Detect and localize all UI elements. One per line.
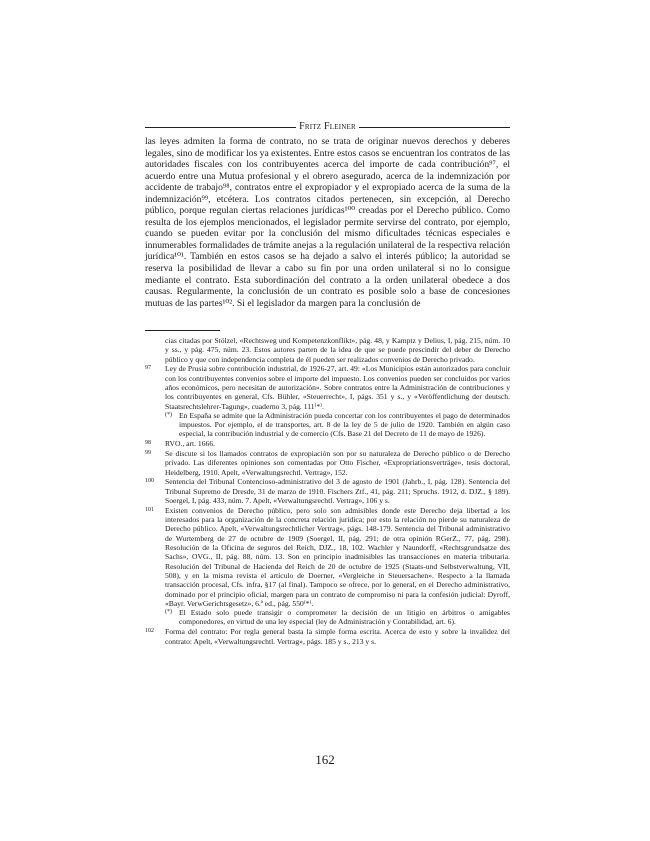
footnote-number: 99 [145, 450, 151, 457]
header-rule-right [359, 127, 510, 128]
footnote-102 [145, 627, 510, 646]
footnote-98 [145, 439, 510, 448]
footnote-number: 97 [145, 365, 151, 372]
footnote-number: 101 [145, 506, 154, 513]
footnote-text: Existen convenios de Derecho público, pero solo son admisibles donde este Derecho deja libertad a los interesados para la organización de la concreta relación jurídica; por esto la relación no pierde su naturaleza de Derecho público. Apelt, «Verwaltungsrechtlicher Vertrag», págs. 148-179. Sentencia del Tribunal administrativo de Wurtemberg de 27 de octubre de 1909 (Soergel, II, pág. 291; de otra opinión RGerZ., 77, pág. 298). Resolución de la Oficina de seguros del Reich, DJZ., 18, 102. Wachler y Naundorff, «Rechtsgrundsatze des Sachs», OVG., II, pág. 88, núm. 13. Son en principio inadmisibles las transacciones en materia tributaria. Resolución del Tribunal de Hacienda del Reich de 20 de octubre de 1925 (Staats-und Selbstverwaltung, VII, 508), y en la misma revista el artículo de Doerner, «Vergleiche in Steuersachen». Respecto a la llamada transacción procesal, Cfs. infra, §17 (al final). Tampoco se ofrece, por lo general, en el Derecho administrativo, dominado por el principio oficial, margen para un contrato de compromiso ni para la confesión judicial: Dyroff, «Bayr. VerwGerichtsgesetz», 6.ª ed., pág. 550⁽*⁾. [165, 505, 510, 608]
footnote-text: Se discute si los llamados contratos de expropiación son por su naturaleza de Derecho público o de Derecho privado. Las diferentes opiniones son comentadas por Otto Fischer, «Expropriationsverträge», tesis doctoral, Heidelberg, 1910. Apelt, «Verwaltungsrechtl. Vertrag», 152. [165, 449, 510, 477]
footnote-text: Ley de Prusia sobre contribución industrial, de 1926-27, art. 49: «Los Municipios están autorizados para concluir con los contribuyentes convenios sobre el importe del impuesto. Los convenios pueden ser concluidos por varios años económicos, pero necesitan de autorización». Sobre contratos entre la Administración de contribuciones y los contribuyentes en general, Cfs. Bühler, «Steuerrecht», I, págs. 351 y s., y «Veröffentlichung der deutsch. Staatsrechtslehrer-Tagung», cuaderno 3, pág. 111⁽*⁾. [165, 364, 510, 411]
translator-note-97 [145, 411, 510, 439]
footnote-99 [145, 449, 510, 477]
footnotes [145, 336, 510, 646]
footnote-101 [145, 506, 510, 608]
footnote-number: 102 [145, 628, 154, 635]
footnote-text: Forma del contrato: Por regla general basta la simple forma escrita. Acerca de esto y sobre la invalidez del contrato: Apelt, «Verwaltungsrechtl. Vertrag», págs. 185 y s., 213 y s. [165, 627, 510, 646]
footnote-97 [145, 364, 510, 410]
translator-note-text: El Estado solo puede transigir o comprometer la decisión de un litigio en árbitros o amigables componedores, en virtud de una ley especial (ley de Administración y Contabilidad, art. 6). [179, 608, 510, 627]
header-rule-left [145, 127, 296, 128]
footnote-number: 98 [145, 440, 151, 447]
translator-note-101 [145, 608, 510, 627]
footnote-text: RVO., art. 1666. [165, 439, 216, 449]
footnote-100 [145, 477, 510, 505]
running-title: Fritz Fleiner [299, 121, 356, 132]
running-header [145, 121, 510, 133]
footnote-text: Sentencia del Tribunal Contencioso-administrativo del 3 de agosto de 1901 (Jahrb., I, pág. 128). Sentencia del Tribunal Supremo de Dresde, 31 de marzo de 1910. Fischers Ztf., 41, pág. 211; Spruchs. 1912, d. DJZ., § 189). Soergel, I, pág. 433, núm. 7. Apelt, «Verwaltungsrechtl. Vertrag», 106 y s. [165, 477, 510, 506]
footnote-number: 100 [145, 478, 154, 485]
translator-note-text: En España se admite que la Administración pueda concertar con los contribuyentes el pago de determinados impuestos. Por ejemplo, el de transportes, art. 8 de la ley de 5 de julio de 1920. También en algún caso especial, la contribución industrial y de comercio (Cfs. Base 21 del Decreto de 11 de mayo de 1926). [179, 410, 510, 439]
body-paragraph: las leyes admiten la forma de contrato, no se trata de originar nuevos derechos y deberes legales, sino de modificar los ya existentes. Entre estos casos se encuentran los contratos de las autoridades fiscales con los contribuyentes acerca del importe de cada contribución⁹⁷, el acuerdo entre una Mutua profesional y el obrero asegurado, acerca de la indemnización por accidente de trabajo⁹⁸, contratos entre el expropiador y el expropiado acerca de la suma de la indemnización⁹⁹, etcétera. Los contratos citados pertenecen, sin excepción, al Derecho público, porque regulan ciertas relaciones jurídicas¹⁰⁰ creadas por el Derecho público. Como resulta de los ejemplos mencionados, el legislador permite servirse del contrato, por ejemplo, cuando se pueden evitar por la conclusión del mismo dificultades técnicas especiales e innumerables formalidades de trámite anejas a la regulación unilateral de la respectiva relación jurídica¹⁰¹. También en estos casos se ha dejado a salvo el interés público; la autoridad se reserva la posibilidad de llevar a cabo su fin por una orden unilateral si no lo consigue mediante el contrato. Esta subordinación del contrato a la orden unilateral obedece a dos causas. Regularmente, la conclusión de un contrato es posible solo a base de concesiones mutuas de las partes¹⁰². Si el legislador da margen para la conclusión de [145, 136, 510, 309]
translator-note-mark: (*) [165, 609, 172, 616]
page-number: 162 [315, 752, 335, 767]
footnote-continuation: cias citadas por Stölzel, «Rechtsweg und Kompetenzkonflikt», pág. 48, y Kamptz y Delius, I, pág. 215, núm. 10 y ss., y pág. 475, núm. 23. Estos autores parten de la idea de que se puede prescindir del deber de Derecho público y que con independencia completa de él pueden ser realizados convenios de Derecho privado. [165, 336, 510, 364]
translator-note-mark: (*) [165, 411, 172, 418]
footnote-separator [145, 330, 220, 331]
